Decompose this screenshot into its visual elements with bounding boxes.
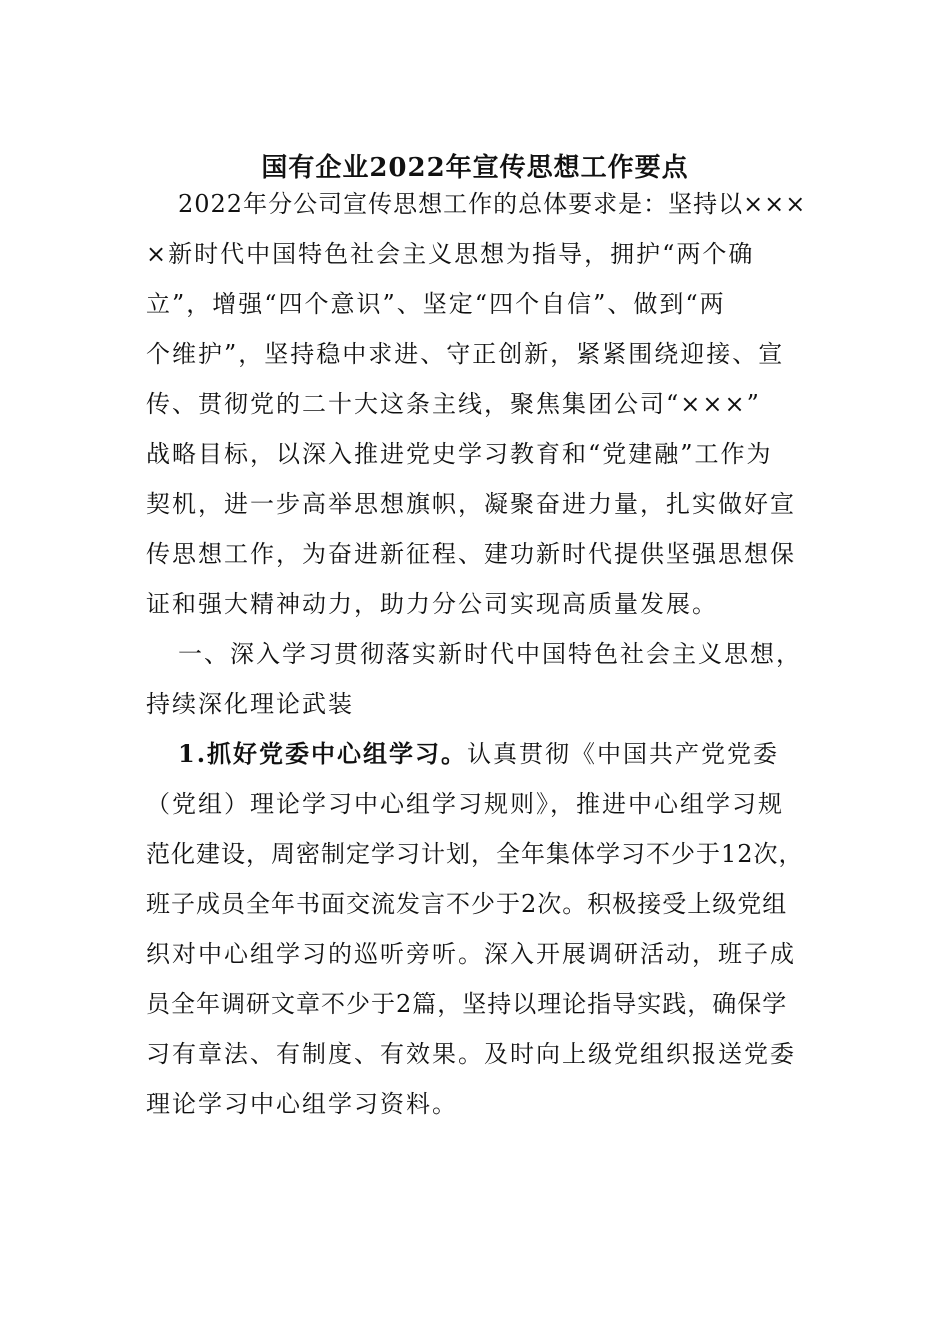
item-1-line-4: 班子成员全年书面交流发言不少于2次。积极接受上级党组 [146,890,788,918]
item-1-line-8: 理论学习中心组学习资料。 [146,1090,458,1118]
document-title: 国有企业2022年宣传思想工作要点 [261,153,689,183]
intro-line-8: 传思想工作，为奋进新征程、建功新时代提供坚强思想保 [146,540,796,568]
item-1-line-5: 织对中心组学习的巡听旁听。深入开展调研活动，班子成 [146,940,796,968]
item-1-line-6: 员全年调研文章不少于2篇，坚持以理论指导实践，确保学 [146,990,788,1018]
item-1-first-line-text: 认真贯彻《中国共产党党委 [467,740,780,768]
item-1-line-3: 范化建设，周密制定学习计划，全年集体学习不少于12次， [146,840,804,868]
intro-line-5: 传、贯彻党的二十大这条主线，聚焦集团公司“×××” [146,390,761,418]
section-heading-line-2: 持续深化理论武装 [146,690,354,718]
item-1-line-2: （党组）理论学习中心组学习规则》，推进中心组学习规 [146,790,784,818]
intro-line-2: ×新时代中国特色社会主义思想为指导，拥护“两个确 [146,240,755,268]
intro-line-3: 立”，增强“四个意识”、坚定“四个自信”、做到“两 [146,290,726,318]
item-1-first-line [178,736,779,772]
intro-line-1: 2022年分公司宣传思想工作的总体要求是：坚持以××× [178,190,807,218]
intro-line-6: 战略目标，以深入推进党史学习教育和“党建融”工作为 [146,440,773,468]
intro-line-9: 证和强大精神动力，助力分公司实现高质量发展。 [146,590,718,618]
item-1-heading: 1.抓好党委中心组学习。 [178,739,468,768]
intro-line-7: 契机，进一步高举思想旗帜，凝聚奋进力量，扎实做好宣 [146,490,796,518]
item-1-line-7: 习有章法、有制度、有效果。及时向上级党组织报送党委 [146,1040,796,1068]
section-heading-line-1: 一、深入学习贯彻落实新时代中国特色社会主义思想， [178,640,802,668]
intro-line-4: 个维护”，坚持稳中求进、守正创新，紧紧围绕迎接、宣 [146,340,785,368]
